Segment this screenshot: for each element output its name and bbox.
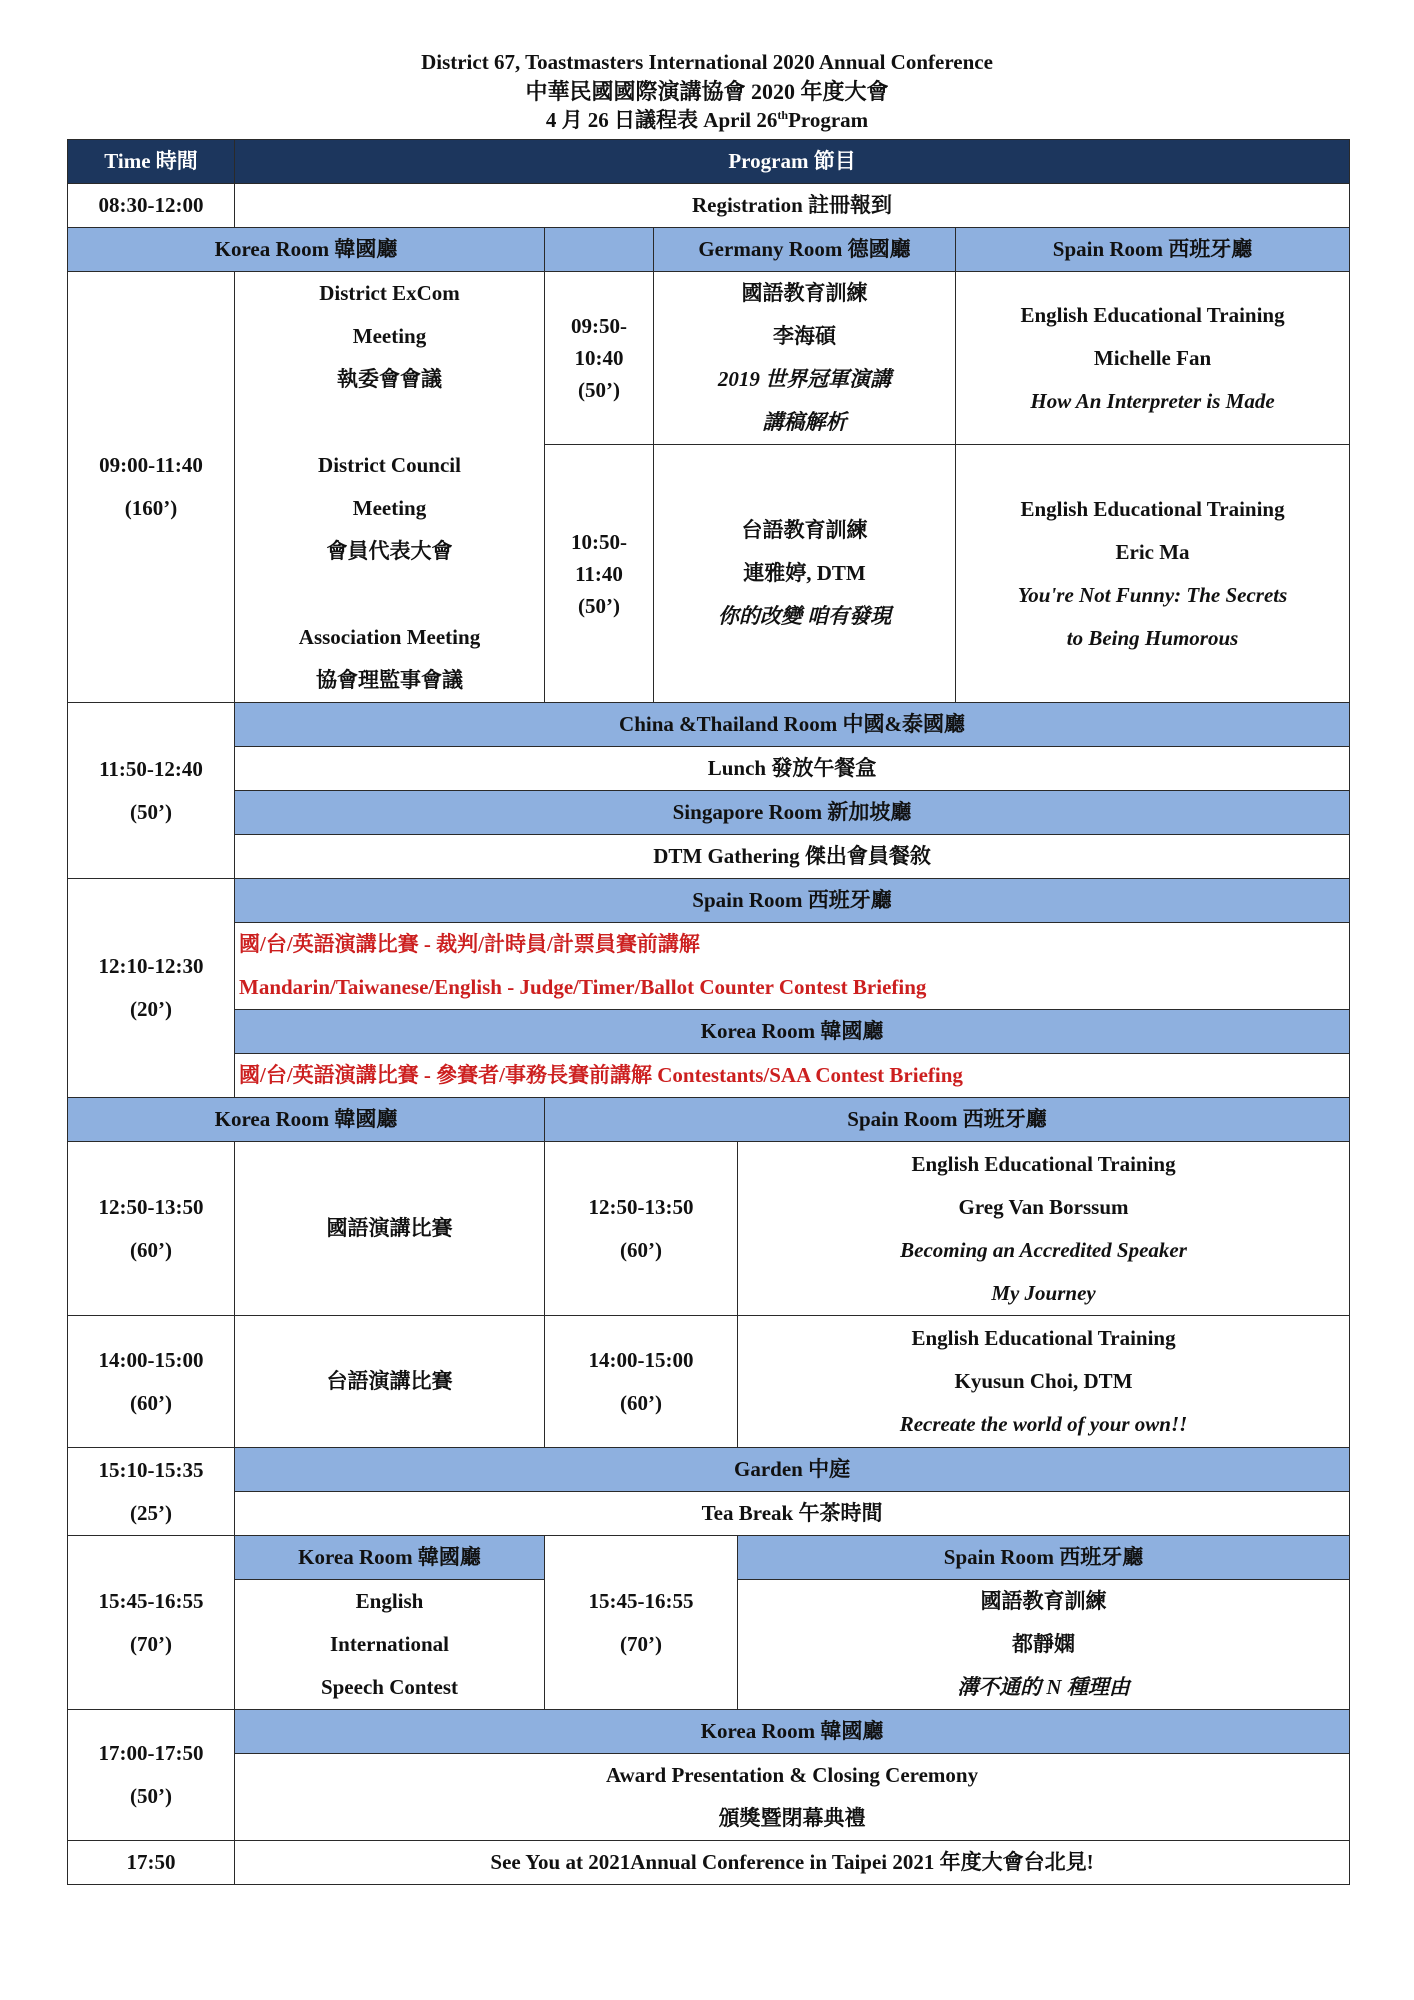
time-text: 14:00-15:00 — [588, 1347, 694, 1372]
block7-time — [68, 1536, 235, 1710]
room-spain-briefing: Spain Room 西班牙廳 — [235, 879, 1350, 923]
event-line: District ExCom — [319, 281, 460, 305]
duration-text: (50’) — [578, 378, 620, 402]
block8-time — [68, 1710, 235, 1841]
block2-row3 — [68, 791, 1350, 835]
time-text: 12:50-13:50 — [588, 1194, 694, 1219]
event-line: You're Not Funny: The Secrets — [1017, 582, 1288, 607]
event-line: District Council — [318, 453, 461, 477]
title-chinese: 中華民國國際演講協會 2020 年度大會 — [525, 79, 889, 104]
block7-spain-time — [545, 1536, 738, 1710]
room-spain: Spain Room 西班牙廳 — [956, 228, 1350, 272]
time-text: 12:10-12:30 — [98, 954, 204, 978]
event-line: My Journey — [991, 1280, 1096, 1305]
event-line: 都靜嫻 — [1012, 1632, 1076, 1656]
duration-text: (160’) — [124, 496, 178, 520]
time-text: 11:50-12:40 — [99, 756, 203, 781]
duration-text: (70’) — [620, 1631, 662, 1656]
room-china-thailand: China &Thailand Room 中國&泰國廳 — [235, 703, 1350, 747]
room-garden: Garden 中庭 — [235, 1448, 1350, 1492]
briefing-chinese: 國/台/英語演講比賽 - 裁判/計時員/計票員賽前講解 — [239, 932, 700, 956]
event-line: Greg Van Borssum — [958, 1194, 1129, 1219]
block8-row2 — [68, 1754, 1350, 1841]
time-text: 14:00-15:00 — [98, 1347, 204, 1372]
event-line: 會員代表大會 — [326, 539, 453, 563]
event-line: Kyusun Choi, DTM — [954, 1369, 1133, 1393]
final-text: See You at 2021Annual Conference in Taipei 2021 年度大會台北見! — [235, 1841, 1350, 1885]
room-germany: Germany Room 德國廳 — [654, 228, 956, 272]
header-time: Time 時間 — [68, 140, 235, 184]
date-program: Program — [788, 108, 869, 132]
event-line: How An Interpreter is Made — [1030, 388, 1275, 413]
room-korea-closing: Korea Room 韓國廳 — [235, 1710, 1350, 1754]
event-line: 連雅婷, DTM — [743, 561, 866, 585]
event-line: Meeting — [352, 324, 427, 348]
tea-break-event: Tea Break 午茶時間 — [235, 1492, 1350, 1536]
room-row-2 — [68, 1098, 1350, 1142]
duration-text: (60’) — [130, 1390, 172, 1415]
event-line: 頒獎暨閉幕典禮 — [718, 1806, 866, 1830]
time-text: 09:00-11:40 — [99, 453, 203, 477]
table-header-row — [68, 140, 1350, 184]
block3-row1 — [68, 879, 1350, 923]
room-korea: Korea Room 韓國廳 — [235, 1536, 545, 1580]
event-line: English Educational Training — [1020, 496, 1285, 521]
block6-row2 — [68, 1492, 1350, 1536]
title-english: District 67, Toastmasters International 2020 Annual Conference — [421, 50, 993, 74]
event-line: 2019 世界冠軍演講 — [717, 367, 892, 391]
block2-row4 — [68, 835, 1350, 879]
block7-row1 — [68, 1536, 1350, 1580]
duration-text: (25’) — [130, 1500, 172, 1525]
block3-time — [68, 879, 235, 1098]
duration-text: (70’) — [130, 1631, 172, 1656]
event-line: Michelle Fan — [1093, 345, 1212, 370]
time-text: 09:50-10:40 — [571, 314, 627, 370]
block1-session1-spain — [956, 272, 1350, 445]
block5-spain-time — [545, 1316, 738, 1448]
block6-row1 — [68, 1448, 1350, 1492]
block4-time — [68, 1142, 235, 1316]
final-row — [68, 1841, 1350, 1885]
event-line: 執委會會議 — [337, 367, 442, 391]
duration-text: (50’) — [578, 593, 620, 618]
mandarin-contest: 國語演講比賽 — [235, 1142, 545, 1316]
spacer — [239, 401, 540, 444]
block4-spain-time — [545, 1142, 738, 1316]
room-empty — [545, 228, 654, 272]
title-date — [0, 106, 1414, 135]
event-line: Award Presentation & Closing Ceremony — [605, 1763, 979, 1787]
closing-ceremony — [235, 1754, 1350, 1841]
block2-row2 — [68, 747, 1350, 791]
block7-spain-event — [738, 1580, 1350, 1710]
block1-session2-time — [545, 445, 654, 703]
registration-time: 08:30-12:00 — [68, 184, 235, 228]
event-line: 溝不通的 N 種理由 — [957, 1675, 1130, 1699]
header-program: Program 節目 — [235, 140, 1350, 184]
event-line: Association Meeting — [298, 625, 481, 649]
final-time: 17:50 — [68, 1841, 235, 1885]
event-line: 李海碩 — [773, 324, 836, 348]
event-line: Recreate the world of your own!! — [899, 1412, 1188, 1436]
block4-row — [68, 1142, 1350, 1316]
contestant-briefing: 國/台/英語演講比賽 - 參賽者/事務長賽前講解 Contestants/SAA Contest Briefing — [235, 1054, 1350, 1098]
block4-spain-event — [738, 1142, 1350, 1316]
time-text: 15:45-16:55 — [588, 1588, 694, 1613]
event-line: International — [329, 1632, 449, 1656]
event-line: English Educational Training — [1020, 302, 1285, 327]
block1-session2-spain — [956, 445, 1350, 703]
event-line: Eric Ma — [1115, 539, 1190, 564]
date-text: 4 月 26 日議程表 April 26 — [545, 108, 778, 132]
event-line: Becoming an Accredited Speaker — [900, 1237, 1187, 1262]
room-korea: Korea Room 韓國廳 — [68, 1098, 545, 1142]
time-text: 15:10-15:35 — [98, 1457, 204, 1482]
room-row-1 — [68, 228, 1350, 272]
room-korea-briefing: Korea Room 韓國廳 — [235, 1010, 1350, 1054]
duration-text: (60’) — [130, 1237, 172, 1262]
event-line: English — [355, 1589, 424, 1613]
duration-text: (20’) — [130, 997, 172, 1021]
event-line: 國語教育訓練 — [980, 1589, 1107, 1613]
event-line: to Being Humorous — [1066, 625, 1239, 650]
room-spain: Spain Room 西班牙廳 — [738, 1536, 1350, 1580]
block6-time — [68, 1448, 235, 1536]
duration-text: (60’) — [620, 1237, 662, 1262]
event-line: 台語教育訓練 — [741, 518, 868, 542]
briefing-english: Mandarin/Taiwanese/English - Judge/Timer/Ballot Counter Contest Briefing — [239, 975, 927, 999]
program-table — [67, 139, 1350, 1885]
time-text: 10:50-11:40 — [571, 529, 627, 586]
event-line: English Educational Training — [911, 1151, 1176, 1176]
block3-row3 — [68, 1010, 1350, 1054]
block5-spain-event — [738, 1316, 1350, 1448]
event-line: English Educational Training — [911, 1326, 1176, 1350]
event-line: 國語教育訓練 — [741, 281, 868, 305]
english-contest — [235, 1580, 545, 1710]
document-header — [0, 48, 1414, 135]
block1-korea-events — [235, 272, 545, 703]
room-korea: Korea Room 韓國廳 — [68, 228, 545, 272]
event-line: Speech Contest — [320, 1675, 459, 1699]
block3-row2 — [68, 923, 1350, 1010]
event-line: Meeting — [352, 496, 427, 520]
duration-text: (50’) — [130, 799, 172, 824]
duration-text: (60’) — [620, 1390, 662, 1415]
event-line: 協會理監事會議 — [316, 668, 463, 692]
block1-session2-germany — [654, 445, 956, 703]
room-spain: Spain Room 西班牙廳 — [545, 1098, 1350, 1142]
block5-time — [68, 1316, 235, 1448]
block3-row4 — [68, 1054, 1350, 1098]
time-text: 17:00-17:50 — [98, 1741, 204, 1765]
time-text: 15:45-16:55 — [98, 1588, 204, 1613]
registration-row — [68, 184, 1350, 228]
block8-row1 — [68, 1710, 1350, 1754]
block1-session1-time — [545, 272, 654, 445]
taiwanese-contest: 台語演講比賽 — [235, 1316, 545, 1448]
block1-time — [68, 272, 235, 703]
event-line: 講稿解析 — [762, 410, 847, 434]
lunch-event: Lunch 發放午餐盒 — [235, 747, 1350, 791]
block2-row1 — [68, 703, 1350, 747]
spacer — [239, 573, 540, 616]
block2-time — [68, 703, 235, 879]
block1-row1 — [68, 272, 1350, 445]
time-text: 12:50-13:50 — [98, 1194, 204, 1219]
event-line: 你的改變 咱有發現 — [717, 604, 892, 628]
duration-text: (50’) — [130, 1784, 172, 1808]
date-suffix: th — [777, 108, 789, 122]
dtm-gathering-event: DTM Gathering 傑出會員餐敘 — [235, 835, 1350, 879]
room-singapore: Singapore Room 新加坡廳 — [235, 791, 1350, 835]
block1-session1-germany — [654, 272, 956, 445]
block5-row — [68, 1316, 1350, 1448]
registration-text: Registration 註冊報到 — [235, 184, 1350, 228]
judge-briefing — [235, 923, 1350, 1010]
